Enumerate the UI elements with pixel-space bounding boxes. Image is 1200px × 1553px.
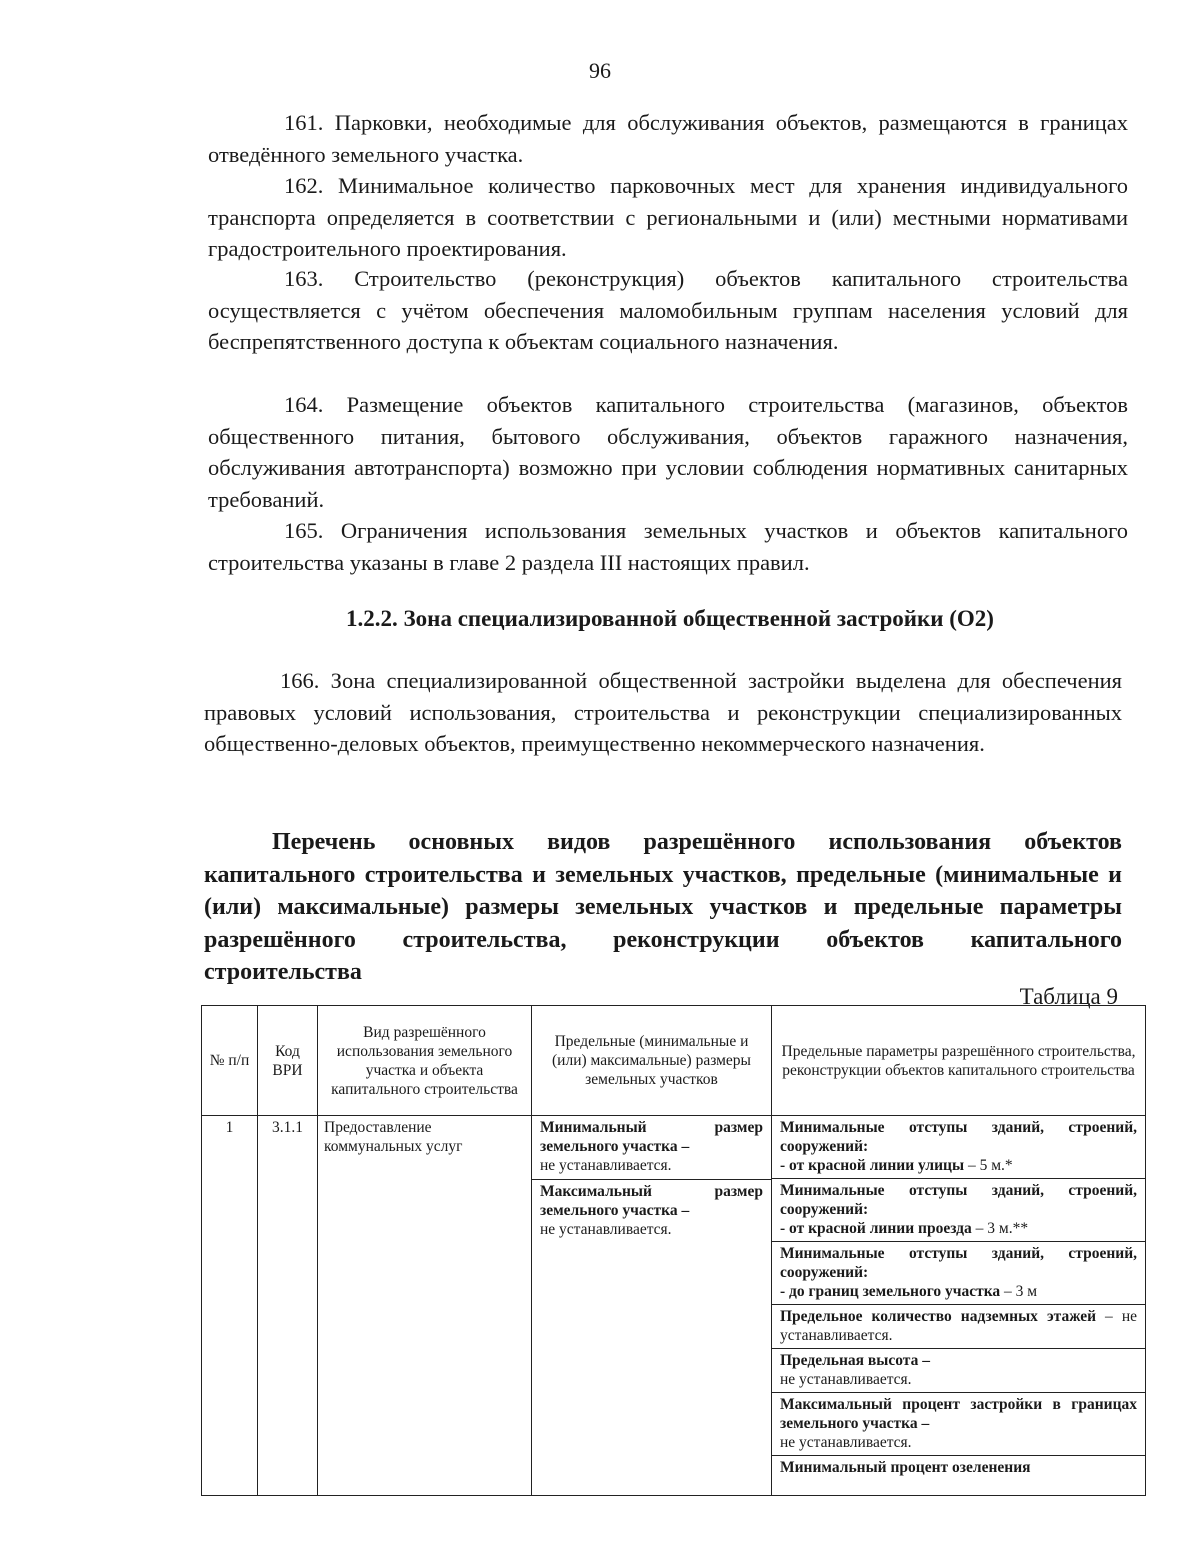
param-floors-value: – не устанавливается. bbox=[780, 1308, 1137, 1344]
param-setback-label: Минимальные отступы зданий, строений, сооружений: bbox=[780, 1119, 1137, 1155]
size-max-value: не устанавливается. bbox=[540, 1221, 672, 1238]
paragraph-165: 165. Ограничения использования земельных участков и объектов капитального строительства указаны в главе 2 раздела III настоящих правил. bbox=[208, 518, 1128, 575]
param-greenery bbox=[772, 1456, 1145, 1480]
param-setback-driveway-value: – 3 м.** bbox=[971, 1220, 1029, 1237]
param-height-label: Предельная высота – bbox=[780, 1352, 930, 1369]
zoning-table bbox=[201, 1005, 1146, 1496]
param-coverage-value: не устанавливается. bbox=[780, 1434, 912, 1451]
row-type: Предоставление коммунальных услуг bbox=[318, 1116, 532, 1496]
paragraph-166: 166. Зона специализированной общественной застройки выделена для обеспечения правовых условий использования, строительства и реконструкции специализированных общественно-деловых объектов, преимущественно некоммерческого назначения. bbox=[204, 668, 1122, 756]
size-min-value: не устанавливается. bbox=[540, 1157, 672, 1174]
param-height-value: не устанавливается. bbox=[780, 1371, 912, 1388]
header-type: Вид разрешённого использования земельного участка и объекта капитального строительства bbox=[318, 1006, 532, 1116]
section-heading: 1.2.2. Зона специализированной общественной застройки (О2) bbox=[346, 606, 994, 631]
header-num: № п/п bbox=[202, 1006, 258, 1116]
header-params: Предельные параметры разрешённого строительства, реконструкции объектов капитального строительства bbox=[772, 1006, 1146, 1116]
paragraph-164: 164. Размещение объектов капитального строительства (магазинов, объектов общественного питания, бытового обслуживания, объектов гаражного назначения, обслуживания автотранспорта) возможно при условии соблюдения нормативных санитарных требований. bbox=[208, 392, 1128, 512]
row-num: 1 bbox=[202, 1116, 258, 1496]
param-setback-boundary bbox=[772, 1242, 1145, 1305]
table-row bbox=[202, 1116, 1146, 1496]
table-caption: Таблица 9 bbox=[1019, 984, 1118, 1009]
param-setback-label: Минимальные отступы зданий, строений, сооружений: bbox=[780, 1245, 1137, 1281]
header-size: Предельные (минимальные и (или) максимальные) размеры земельных участков bbox=[532, 1006, 772, 1116]
size-min bbox=[532, 1116, 771, 1180]
size-min-label: Минимальный размер земельного участка – bbox=[540, 1119, 763, 1155]
param-setback-boundary-label: - до границ земельного участка bbox=[780, 1283, 1001, 1300]
param-setback-street-label: - от красной линии улицы bbox=[780, 1157, 965, 1174]
paragraph-163: 163. Строительство (реконструкция) объектов капитального строительства осуществляется с учётом обеспечения маломобильным группам населения условий для беспрепятственного доступа к объектам социального назначения. bbox=[208, 266, 1128, 354]
list-title: Перечень основных видов разрешённого использования объектов капитального строительства и земельных участков, предельные (минимальные и (или) максимальные) размеры земельных участков и предельные параметры разрешённого строительства, реконструкции объектов капитального строительства bbox=[204, 829, 1122, 985]
param-height bbox=[772, 1349, 1145, 1393]
size-max-label: Максимальный размер земельного участка – bbox=[540, 1183, 763, 1219]
page-number: 96 bbox=[589, 58, 611, 83]
param-greenery-label: Минимальный процент озеленения bbox=[780, 1459, 1031, 1476]
row-size-cell bbox=[532, 1116, 772, 1496]
param-setback-driveway bbox=[772, 1179, 1145, 1242]
row-code: 3.1.1 bbox=[258, 1116, 318, 1496]
paragraph-161: 161. Парковки, необходимые для обслуживания объектов, размещаются в границах отведённого земельного участка. bbox=[208, 110, 1128, 167]
param-floors-label: Предельное количество надземных этажей bbox=[780, 1308, 1097, 1325]
param-setback-street bbox=[772, 1116, 1145, 1179]
param-coverage-label: Максимальный процент застройки в границах земельного участка – bbox=[780, 1396, 1137, 1432]
row-params-cell bbox=[772, 1116, 1146, 1496]
param-floors bbox=[772, 1305, 1145, 1349]
header-code: Код ВРИ bbox=[258, 1006, 318, 1116]
paragraph-162: 162. Минимальное количество парковочных мест для хранения индивидуального транспорта определяется в соответствии с региональными и (или) местными нормативами градостроительного проектирования. bbox=[208, 173, 1128, 261]
size-max bbox=[532, 1180, 771, 1243]
param-coverage bbox=[772, 1393, 1145, 1456]
param-setback-label: Минимальные отступы зданий, строений, сооружений: bbox=[780, 1182, 1137, 1218]
param-setback-street-value: – 5 м.* bbox=[964, 1157, 1013, 1174]
table-header-row bbox=[202, 1006, 1146, 1116]
param-setback-boundary-value: – 3 м bbox=[1000, 1283, 1038, 1300]
param-setback-driveway-label: - от красной линии проезда bbox=[780, 1220, 972, 1237]
